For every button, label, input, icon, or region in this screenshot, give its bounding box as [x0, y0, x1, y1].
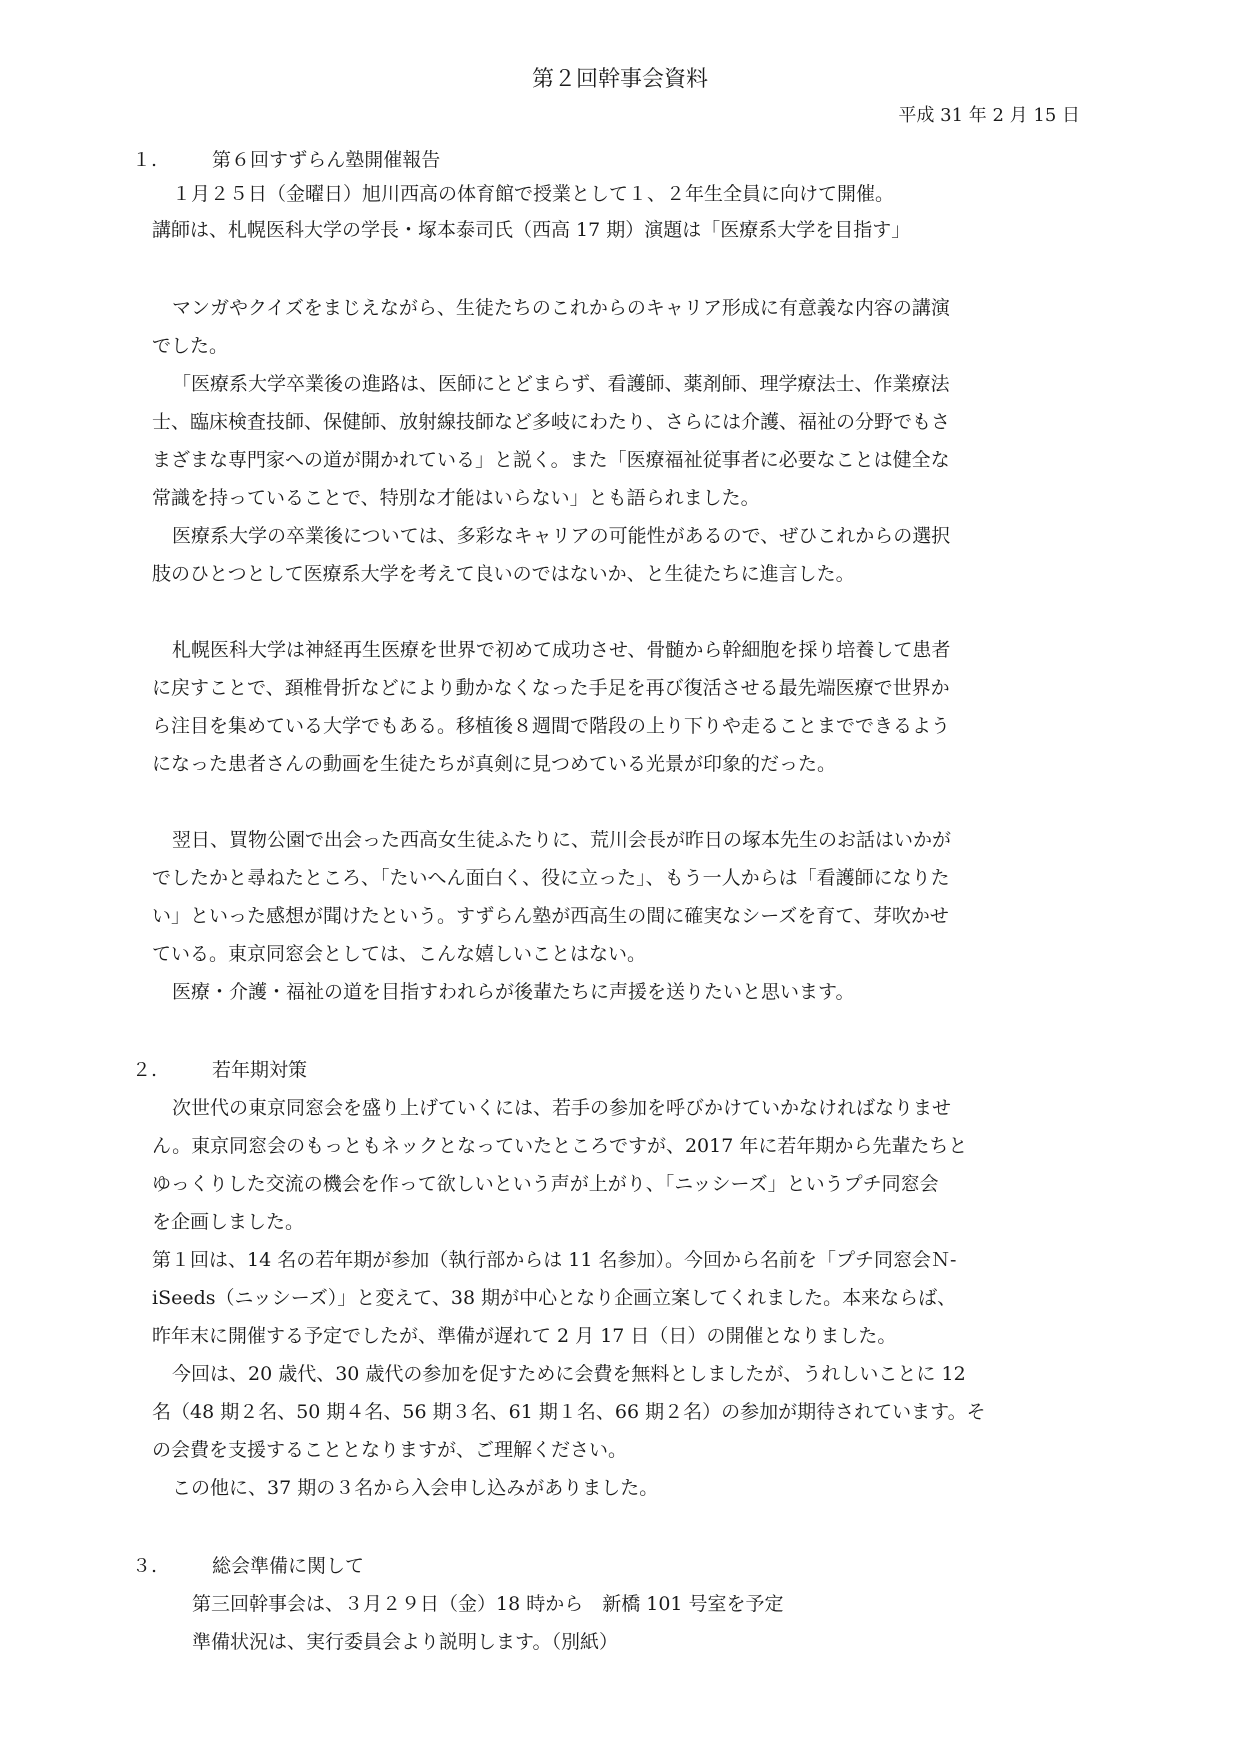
- paragraph-line: を企画しました。: [152, 1211, 305, 1233]
- paragraph-line: ん。東京同窓会のもっともネックとなっていたところですが、2017 年に若年期から先輩たちと: [152, 1135, 968, 1157]
- paragraph-line: 第１回は、14 名の若年期が参加（執行部からは 11 名参加）。今回から名前を「プチ同窓会Ｎ-: [152, 1249, 957, 1271]
- paragraph-line: ている。東京同窓会としては、こんな嬉しいことはない。: [152, 943, 647, 965]
- paragraph-line: に戻すことで、頚椎骨折などにより動かなくなった手足を再び復活させる最先端医療で世界か: [152, 677, 950, 699]
- paragraph-line: 準備状況は、実行委員会より説明します。（別紙）: [192, 1631, 618, 1653]
- document-title: 第２回幹事会資料: [531, 67, 708, 92]
- paragraph-line: ら注目を集めている大学でもある。移植後８週間で階段の上り下りや走ることまでできるよう: [152, 715, 951, 737]
- paragraph-line: 常識を持っていることで、特別な才能はいらない」とも語られました。: [152, 487, 760, 509]
- paragraph-line: の会費を支援することとなりますが、ご理解ください。: [152, 1439, 628, 1461]
- paragraph-line: １月２５日（金曜日）旭川西高の体育館で授業として１、２年生全員に向けて開催。: [172, 183, 895, 205]
- paragraph-line: になった患者さんの動画を生徒たちが真剣に見つめている光景が印象的だった。: [152, 753, 837, 775]
- paragraph-line: 次世代の東京同窓会を盛り上げていくには、若手の参加を呼びかけていかなければなりませ: [172, 1097, 952, 1119]
- paragraph-line: 肢のひとつとして医療系大学を考えて良いのではないか、と生徒たちに進言した。: [152, 563, 855, 585]
- section-title: 若年期対策: [212, 1059, 308, 1081]
- paragraph-line: い」といった感想が聞けたという。すずらん塾が西高生の間に確実なシーズを育て、芽吹かせ: [152, 905, 949, 927]
- section-number: １.: [132, 149, 158, 171]
- paragraph-line: 医療・介護・福祉の道を目指すわれらが後輩たちに声援を送りたいと思います。: [172, 981, 855, 1003]
- document-date: 平成 31 年 2 月 15 日: [898, 105, 1080, 126]
- paragraph-line: iSeeds（ニッシーズ）」と変えて、38 期が中心となり企画立案してくれました。本来ならば、: [152, 1287, 957, 1309]
- section-title: 総会準備に関して: [212, 1555, 365, 1577]
- paragraph-line: この他に、37 期の３名から入会申し込みがありました。: [172, 1477, 659, 1499]
- paragraph-line: まざまな専門家への道が開かれている」と説く。また「医療福祉従事者に必要なことは健全な: [152, 449, 950, 471]
- paragraph-line: 札幌医科大学は神経再生医療を世界で初めて成功させ、骨髄から幹細胞を採り培養して患者: [172, 639, 951, 661]
- paragraph-line: 第三回幹事会は、３月２９日（金）18 時から 新橋 101 号室を予定: [192, 1593, 784, 1615]
- paragraph-line: 医療系大学の卒業後については、多彩なキャリアの可能性があるので、ぜひこれからの選択: [172, 525, 951, 547]
- section-title: 第６回すずらん塾開催報告: [212, 149, 441, 171]
- paragraph-line: でしたかと尋ねたところ、「たいへん面白く、役に立った」、もう一人からは「看護師になりた: [152, 867, 950, 889]
- section-number: ３.: [132, 1555, 158, 1577]
- paragraph-line: 講師は、札幌医科大学の学長・塚本泰司氏（西高 17 期）演題は「医療系大学を目指す」: [152, 219, 911, 241]
- paragraph-line: マンガやクイズをまじえながら、生徒たちのこれからのキャリア形成に有意義な内容の講演: [172, 297, 950, 319]
- paragraph-line: 翌日、買物公園で出会った西高女生徒ふたりに、荒川会長が昨日の塚本先生のお話はいかが: [172, 829, 952, 851]
- paragraph-line: 士、臨床検査技師、保健師、放射線技師など多岐にわたり、さらには介護、福祉の分野でもさ: [152, 411, 951, 433]
- paragraph-line: 「医療系大学卒業後の進路は、医師にとどまらず、看護師、薬剤師、理学療法士、作業療法: [172, 373, 950, 395]
- paragraph-line: 昨年末に開催する予定でしたが、準備が遅れて 2 月 17 日（日）の開催となりました。: [152, 1325, 897, 1347]
- paragraph-line: でした。: [152, 335, 229, 357]
- section-number: ２.: [132, 1059, 158, 1081]
- paragraph-line: 今回は、20 歳代、30 歳代の参加を促すために会費を無料としましたが、うれしいことに 12: [172, 1363, 966, 1385]
- paragraph-line: 名（48 期２名、50 期４名、56 期３名、61 期１名、66 期２名）の参加が期待されています。そ: [152, 1401, 986, 1423]
- paragraph-line: ゆっくりした交流の機会を作って欲しいという声が上がり、「ニッシーズ」というプチ同窓会: [152, 1173, 939, 1195]
